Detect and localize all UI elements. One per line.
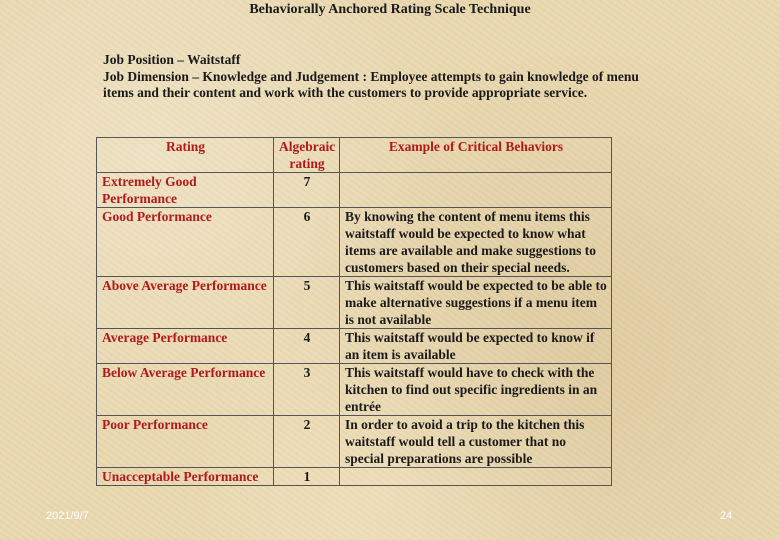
algebraic-value: 1 <box>274 468 340 486</box>
algebraic-value: 7 <box>274 173 340 208</box>
header-rating: Rating <box>97 138 274 173</box>
page-number: 24 <box>720 510 733 522</box>
table-row <box>97 208 612 277</box>
rating-label: Above Average Performance <box>97 277 274 329</box>
algebraic-value: 6 <box>274 208 340 277</box>
bars-table <box>96 137 612 486</box>
rating-label: Poor Performance <box>97 416 274 468</box>
job-position: Job Position – Waitstaff <box>103 52 241 67</box>
behavior-example: This waitstaff would have to check with the kitchen to find out specific ingredients in an entrée <box>340 364 612 416</box>
slide-title: Behaviorally Anchored Rating Scale Technique <box>249 2 531 17</box>
table-row <box>97 416 612 468</box>
algebraic-value: 2 <box>274 416 340 468</box>
algebraic-value: 4 <box>274 329 340 364</box>
rating-label: Below Average Performance <box>97 364 274 416</box>
intro-block <box>103 52 663 102</box>
table-row <box>97 173 612 208</box>
rating-label: Average Performance <box>97 329 274 364</box>
behavior-example <box>340 173 612 208</box>
behavior-example: In order to avoid a trip to the kitchen this waitstaff would tell a customer that no special preparations are possible <box>340 416 612 468</box>
behavior-example: This waitstaff would be expected to be able to make alternative suggestions if a menu item is not available <box>340 277 612 329</box>
behavior-example: This waitstaff would be expected to know if an item is available <box>340 329 612 364</box>
header-algebraic-rating: Algebraic rating <box>274 138 340 173</box>
footer-date: 2021/9/7 <box>46 510 89 522</box>
header-critical-behaviors: Example of Critical Behaviors <box>340 138 612 173</box>
table-row <box>97 364 612 416</box>
algebraic-value: 5 <box>274 277 340 329</box>
job-dimension: Job Dimension – Knowledge and Judgement : Employee attempts to gain knowledge of menu items and their content and work with the customers to provide appropriate service. <box>103 68 639 100</box>
algebraic-value: 3 <box>274 364 340 416</box>
rating-label: Good Performance <box>97 208 274 277</box>
rating-label: Extremely Good Performance <box>97 173 274 208</box>
table-row <box>97 277 612 329</box>
behavior-example <box>340 468 612 486</box>
behavior-example: By knowing the content of menu items this waitstaff would be expected to know what items are available and make suggestions to customers based on their special needs. <box>340 208 612 277</box>
table-row <box>97 329 612 364</box>
table-header-row <box>97 138 612 173</box>
table-row <box>97 468 612 486</box>
rating-label: Unacceptable Performance <box>97 468 274 486</box>
